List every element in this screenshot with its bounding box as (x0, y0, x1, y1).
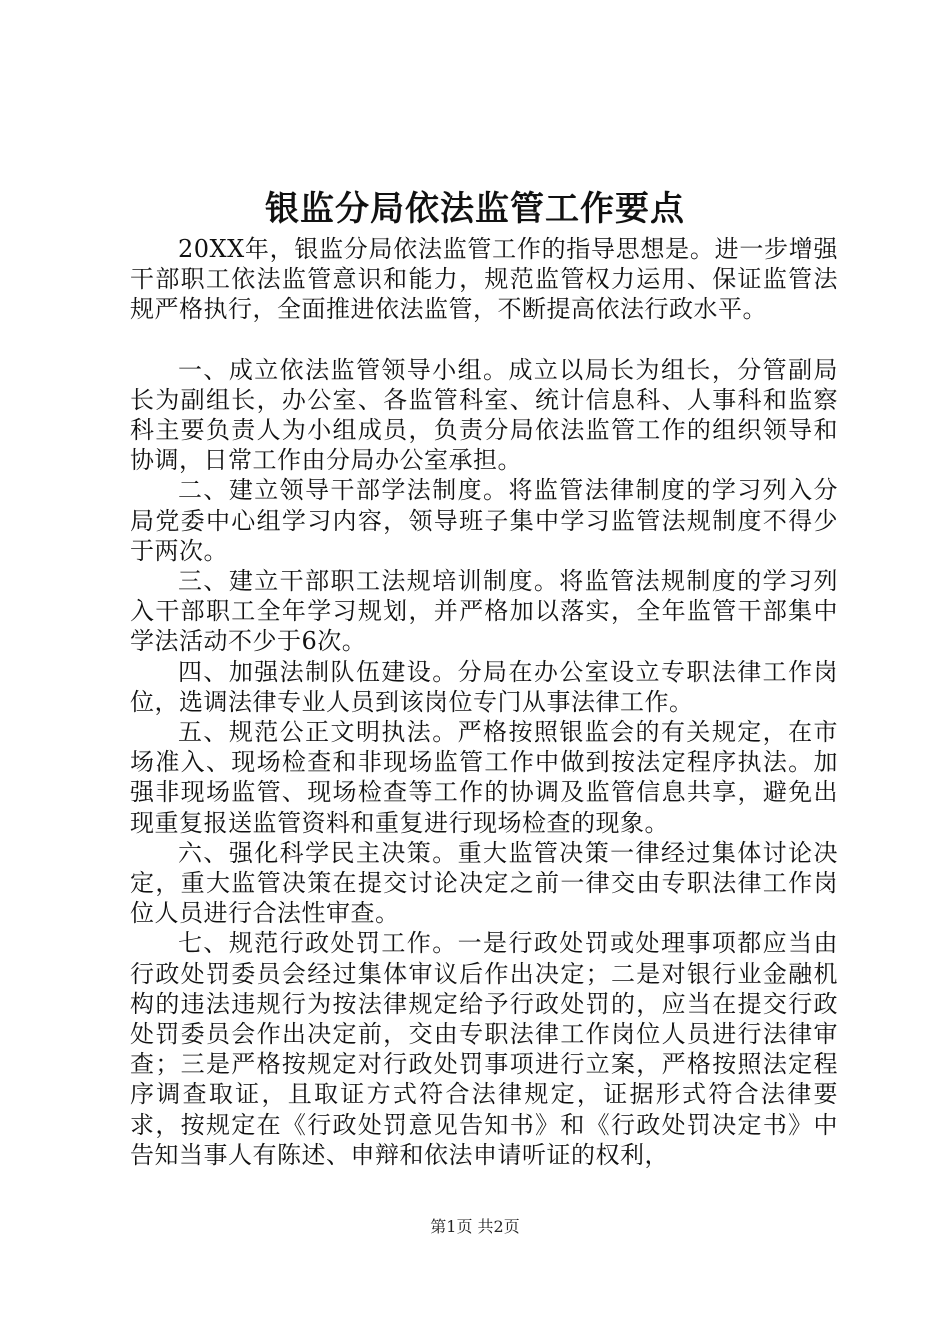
paragraph-intro: 20XX年，银监分局依法监管工作的指导思想是。进一步增强干部职工依法监管意识和能力，规范监管权力运用、保证监管法规严格执行，全面推进依法监管，不断提高依法行政水平。 (130, 235, 838, 324)
paragraph-item-1: 一、成立依法监管领导小组。成立以局长为组长，分管副局长为副组长，办公室、各监管科室、统计信息科、人事科和监察科主要负责人为小组成员，负责分局依法监管工作的组织领导和协调，日常工作由分局办公室承担。 (130, 355, 838, 475)
document-title: 银监分局依法监管工作要点 (265, 189, 685, 229)
paragraph-item-2: 二、建立领导干部学法制度。将监管法律制度的学习列入分局党委中心组学习内容，领导班子集中学习监管法规制度不得少于两次。 (130, 476, 838, 565)
paragraph-item-7: 七、规范行政处罚工作。一是行政处罚或处理事项都应当由行政处罚委员会经过集体审议后作出决定；二是对银行业金融机构的违法违规行为按法律规定给予行政处罚的，应当在提交行政处罚委员会作出决定前，交由专职法律工作岗位人员进行法律审查；三是严格按规定对行政处罚事项进行立案，严格按照法定程序调查取证，且取证方式符合法律规定，证据形式符合法律要求，按规定在《行政处罚意见告知书》和《行政处罚决定书》中告知当事人有陈述、申辩和依法申请听证的权利， (130, 929, 838, 1169)
paragraph-item-6: 六、强化科学民主决策。重大监管决策一律经过集体讨论决定，重大监管决策在提交讨论决定之前一律交由专职法律工作岗位人员进行合法性审查。 (130, 838, 838, 928)
page-footer: 第1页 共2页 (430, 1217, 520, 1236)
paragraph-item-5: 五、规范公正文明执法。严格按照银监会的有关规定，在市场准入、现场检查和非现场监管工作中做到按法定程序执法。加强非现场监管、现场检查等工作的协调及监管信息共享，避免出现重复报送监管资料和重复进行现场检查的现象。 (130, 718, 838, 837)
paragraph-item-4: 四、加强法制队伍建设。分局在办公室设立专职法律工作岗位，选调法律专业人员到该岗位专门从事法律工作。 (130, 657, 838, 716)
paragraph-item-3: 三、建立干部职工法规培训制度。将监管法规制度的学习列入干部职工全年学习规划，并严格加以落实，全年监管干部集中学法活动不少于6次。 (130, 567, 838, 656)
document-body (130, 234, 838, 1170)
